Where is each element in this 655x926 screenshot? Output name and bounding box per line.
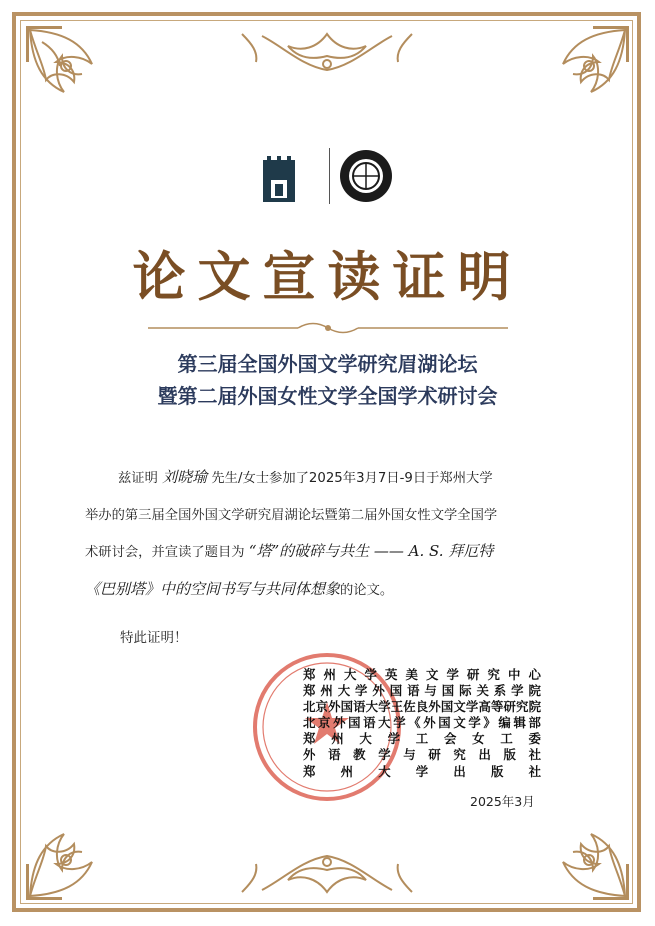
body-line-1 — [118, 466, 578, 487]
logo-divider — [329, 148, 330, 204]
organization-item: 郑 州 大 学 工 会 女 工 委 — [303, 731, 541, 747]
closing-statement: 特此证明！ — [120, 630, 188, 646]
participation-statement: 先生/女士参加了2025年3月7日-9日于郑州大学 — [211, 471, 493, 486]
paper-title-part-1: “塔”的破碎与共生 —— A. S. 拜厄特 — [248, 542, 494, 560]
body-line-2: 举办的第三届全国外国文学研究眉湖论坛暨第二届外国女性文学全国学 — [85, 508, 498, 523]
seminar-logo-icon — [340, 150, 392, 202]
organization-item: 郑 州 大 学 英 美 文 学 研 究 中 心 — [303, 667, 541, 682]
issuing-organizations — [303, 667, 541, 780]
certify-prefix: 兹证明 — [118, 471, 158, 486]
top-ornament-icon — [222, 26, 432, 86]
conference-title-line-2: 暨第二届外国女性文学全国学术研讨会 — [157, 384, 498, 408]
corner-ornament-icon — [22, 774, 152, 904]
organization-item: 北 京 外 国 语 大 学 《 外 国 文 学 》 编 辑 部 — [303, 715, 541, 731]
corner-ornament-icon — [503, 22, 633, 152]
paper-suffix: 的论文。 — [340, 583, 394, 598]
corner-ornament-icon — [22, 22, 152, 152]
paper-intro-text: 术研讨会，并宣读了题目为 — [85, 545, 245, 560]
bottom-ornament-icon — [222, 840, 432, 900]
participant-name: 刘晓瑜 — [162, 468, 208, 486]
body-line-3 — [85, 540, 565, 561]
organization-item: 郑 州 大 学 外 国 语 与 国 际 关 系 学 院 — [303, 683, 541, 699]
organization-item: 北 京 外 国 语 大 学 王 佐 良 外 国 文 学 高 等 研 究 院 — [303, 699, 541, 715]
certificate-title: 论文宣读证明 — [132, 246, 523, 308]
body-line-4 — [85, 578, 565, 599]
conference-title-line-1: 第三届全国外国文学研究眉湖论坛 — [177, 352, 478, 376]
organization-item: 外 语 教 学 与 研 究 出 版 社 — [303, 747, 541, 763]
title-divider-ornament — [148, 322, 508, 334]
logos — [255, 140, 405, 210]
issue-date: 2025年3月 — [470, 794, 535, 809]
paper-title-part-2: 《巴别塔》中的空间书写与共同体想象 — [85, 580, 341, 598]
center-for-english-studies-logo-icon — [263, 156, 295, 202]
organization-item: 郑 州 大 学 出 版 社 — [303, 763, 541, 779]
